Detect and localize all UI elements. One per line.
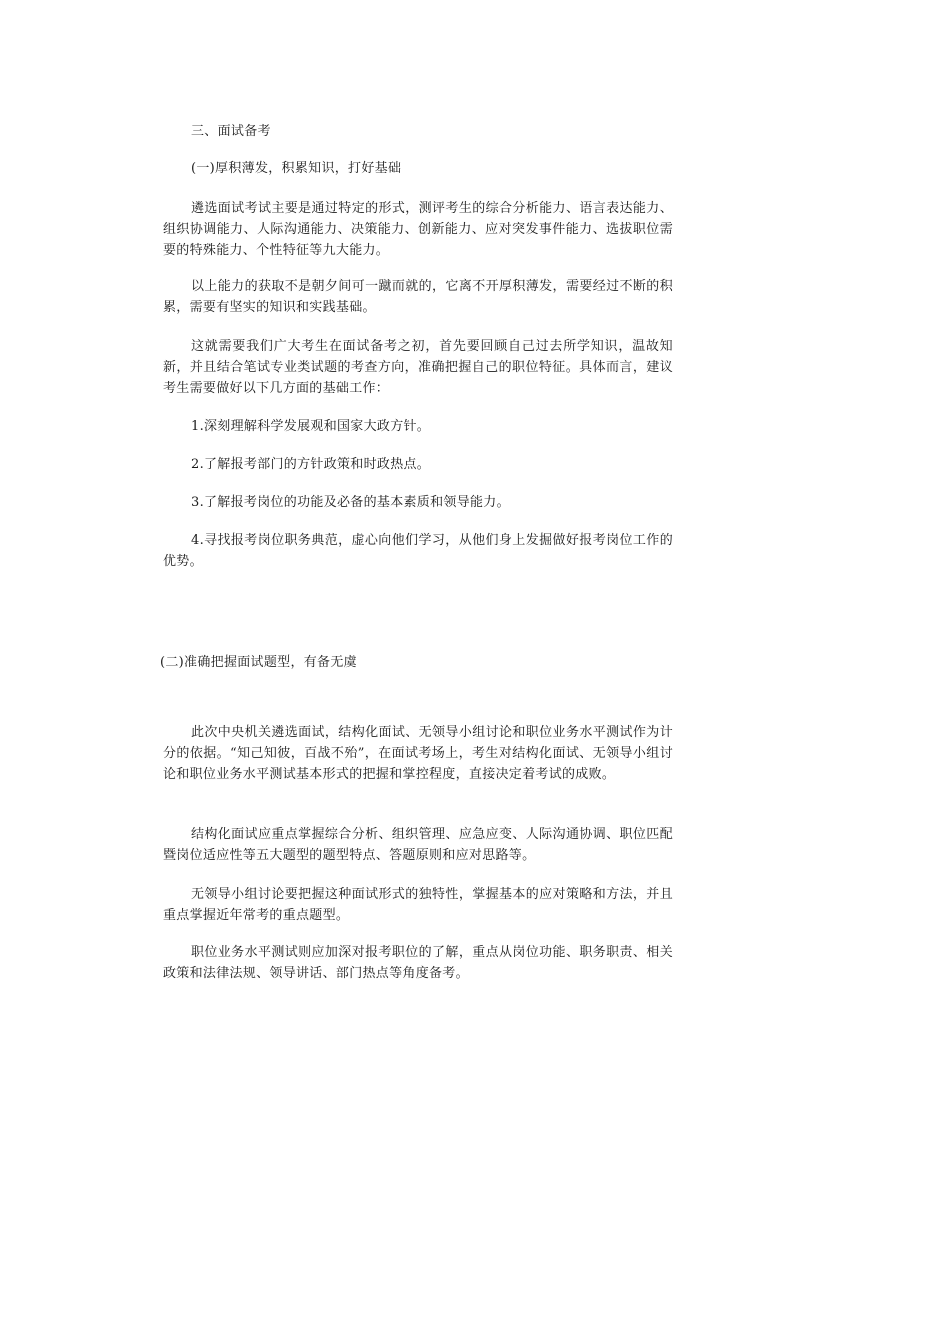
list-item-2: 2.了解报考部门的方针政策和时政热点。 bbox=[191, 457, 431, 472]
paragraph-6: 无领导小组讨论要把握这种面试形式的独特性，掌握基本的应对策略和方法，并且重点掌握近年常考的重点题型。 bbox=[163, 887, 673, 923]
paragraph-2: 以上能力的获取不是朝夕间可一蹴而就的，它离不开厚积薄发，需要经过不断的积累，需要有坚实的知识和实践基础。 bbox=[163, 279, 673, 315]
paragraph-5: 结构化面试应重点掌握综合分析、组织管理、应急应变、人际沟通协调、职位匹配暨岗位适应性等五大题型的题型特点、答题原则和应对思路等。 bbox=[163, 827, 673, 863]
subsection-heading-2: (二)准确把握面试题型，有备无虞 bbox=[160, 655, 357, 670]
list-item-3: 3.了解报考岗位的功能及必备的基本素质和领导能力。 bbox=[191, 495, 510, 510]
paragraph-4: 此次中央机关遴选面试，结构化面试、无领导小组讨论和职位业务水平测试作为计分的依据。“知己知彼，百战不殆”，在面试考场上，考生对结构化面试、无领导小组讨论和职位业务水平测试基本形式的把握和掌控程度，直接决定着考试的成败。 bbox=[163, 725, 673, 782]
paragraph-3: 这就需要我们广大考生在面试备考之初，首先要回顾自己过去所学知识，温故知新，并且结合笔试专业类试题的考查方向，准确把握自己的职位特征。具体而言，建议考生需要做好以下几方面的基础工作： bbox=[163, 339, 673, 396]
paragraph-1: 遴选面试考试主要是通过特定的形式，测评考生的综合分析能力、语言表达能力、组织协调能力、人际沟通能力、决策能力、创新能力、应对突发事件能力、选拔职位需要的特殊能力、个性特征等九大能力。 bbox=[163, 201, 673, 258]
list-item-4: 4.寻找报考岗位职务典范，虚心向他们学习，从他们身上发掘做好报考岗位工作的优势。 bbox=[163, 533, 673, 569]
section-heading: 三、面试备考 bbox=[191, 124, 271, 139]
subsection-heading-1: (一)厚积薄发，积累知识，打好基础 bbox=[191, 161, 402, 176]
list-item-1: 1.深刻理解科学发展观和国家大政方针。 bbox=[191, 419, 431, 434]
paragraph-7: 职位业务水平测试则应加深对报考职位的了解，重点从岗位功能、职务职责、相关政策和法律法规、领导讲话、部门热点等角度备考。 bbox=[163, 945, 673, 981]
